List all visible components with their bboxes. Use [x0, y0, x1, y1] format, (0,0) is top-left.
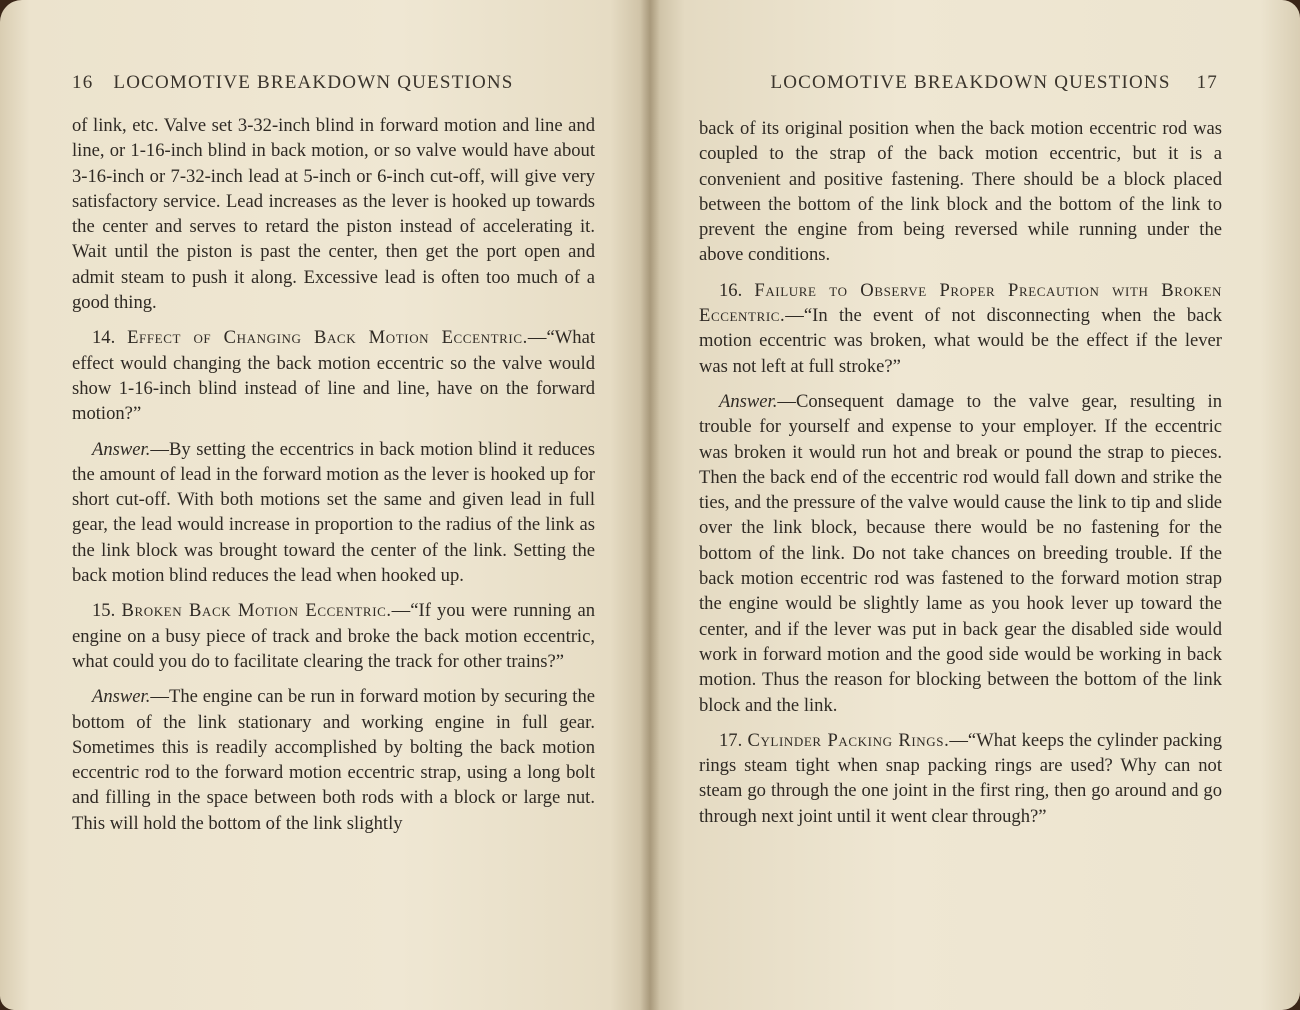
answer-text: —The engine can be run in forward motion by securing the bottom of the link stationary and working engine in full gear. Sometimes this is readily accomplished by bolting the back motion eccentric rod to the forward motion eccentric strap, using a long bolt and filling in the space between both rods with a block or large nut. This will hold the bottom of the link slightly	[72, 686, 595, 834]
question-text: —“If you were running an engine on a busy piece of track and broke the back motion eccentric, what could you do to facilitate clearing the track for other trains?”	[72, 600, 595, 672]
question-number: 14.	[92, 327, 116, 349]
book-gutter	[640, 0, 660, 1010]
question-title: Broken Back Motion Eccentric.	[121, 600, 392, 622]
question-number: 17.	[719, 729, 743, 751]
question-text: —“What keeps the cylinder packing rings steam tight when snap packing rings are used? Why can not steam go through the one joint in the first ring, then go around and go through next joint until it went clear through?”	[699, 729, 1222, 827]
question-17	[699, 728, 1222, 829]
question-15	[72, 598, 595, 674]
left-page-header	[72, 72, 514, 94]
answer-15	[72, 684, 595, 836]
answer-text: —By setting the eccentrics in back motion blind it reduces the amount of lead in the forward motion as the lever is hooked up for short cut-off. With both motions set the same and given lead in full gear, the lead would increase in proportion to the radius of the link as the link block was brought toward the center of the link. Setting the back motion blind reduces the lead when hooked up.	[72, 438, 595, 587]
answer-16	[699, 389, 1222, 718]
question-number: 16.	[719, 279, 743, 301]
question-title: Failure to Observe Proper Precaution with Broken Eccentric.	[699, 279, 1222, 327]
left-running-head: LOCOMOTIVE BREAKDOWN QUESTIONS	[113, 72, 514, 93]
right-page-header	[770, 72, 1218, 94]
question-16	[699, 278, 1222, 379]
answer-label: Answer.	[92, 686, 151, 708]
right-page-body	[699, 116, 1222, 829]
question-number: 15.	[92, 600, 116, 622]
answer-label: Answer.	[719, 390, 778, 412]
continued-paragraph: of link, etc. Valve set 3-32-inch blind in forward motion and line and line, or 1-16-inch blind in back motion, or so valve would have about 3-16-inch or 7-32-inch lead at 5-inch or 6-inch cut-off, will give very satisfactory service. Lead increases as the lever is hooked up towards the center and serves to retard the piston instead of accelerating it. Wait until the piston is past the center, then get the port open and admit steam to push it along. Excessive lead is often too much of a good thing.	[72, 115, 595, 314]
answer-14	[72, 437, 595, 589]
question-title: Effect of Changing Back Motion Eccentric.	[127, 327, 528, 349]
right-page-number: 17	[1196, 72, 1218, 93]
question-text: —“In the event of not disconnecting when the back motion eccentric was broken, what would be the effect if the lever was not left at full stroke?”	[699, 305, 1222, 377]
answer-label: Answer.	[92, 438, 151, 460]
right-running-head: LOCOMOTIVE BREAKDOWN QUESTIONS	[770, 72, 1171, 93]
answer-text: —Consequent damage to the valve gear, resulting in trouble for yourself and expense to your employer. If the eccentric was broken it would run hot and break or pound the strap to pieces. Then the back end of the eccentric rod would fall down and strike the ties, and the pressure of the valve would cause the link to tip and slide over the link block, because there would be no fastening for the bottom of the link. Do not take chances on breeding trouble. If the back motion eccentric rod was fastened to the forward motion strap the engine would be slightly lame as you hook lever up toward the center, and if the lever was put in back gear the disabled side would work in forward motion and the good side would be working in back motion. Thus the reason for blocking between the bottom of the link block and the link.	[699, 390, 1222, 716]
left-page-number: 16	[72, 72, 94, 93]
question-title: Cylinder Packing Rings.	[747, 729, 950, 751]
left-page-body	[72, 113, 595, 836]
question-text: —“What effect would changing the back motion eccentric so the valve would show 1-16-inch blind instead of line and line, have on the forward motion?”	[72, 327, 595, 425]
continued-paragraph: back of its original position when the back motion eccentric rod was coupled to the strap of the back motion eccentric, but it is a convenient and positive fastening. There should be a block placed between the bottom of the link block and the bottom of the link to prevent the engine from being reversed while running under the above conditions.	[699, 118, 1222, 266]
right-page	[650, 0, 1300, 1010]
question-14	[72, 325, 595, 426]
